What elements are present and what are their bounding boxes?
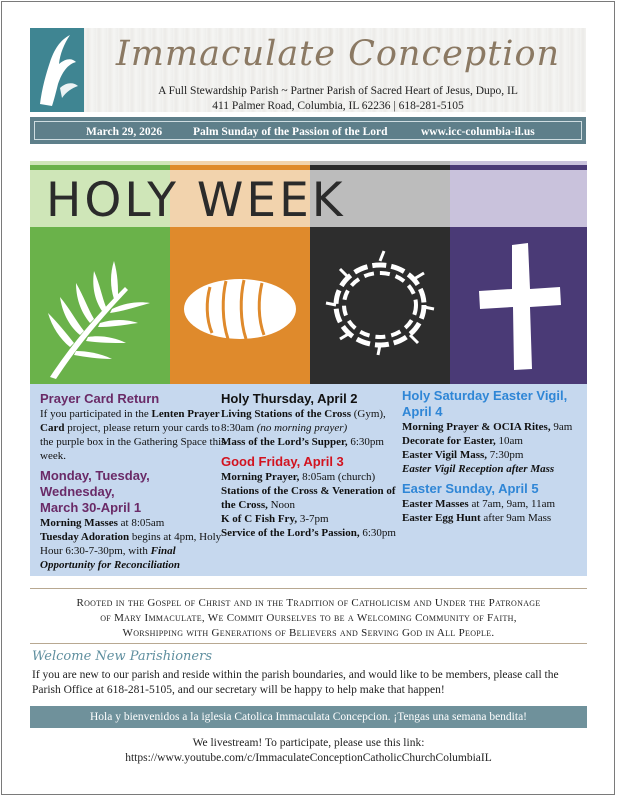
schedule-column-1	[40, 391, 226, 572]
mission-statement: Rooted in the Gospel of Christ and in the Tradition of Catholicism and Under the Patronage of Mary Immaculate, We Commit Ourselves to be a Welcoming Community of Faith, Worshipping with Generations of Believers and Serving God in All People.	[76, 597, 541, 639]
weekday-heading: Monday, Tuesday, Wednesday, March 30-April 1	[40, 468, 150, 515]
easter-masses: Easter Masses at 7am, 9am, 11am	[402, 498, 556, 510]
fish-fry: K of C Fish Fry, 3-7pm	[221, 513, 329, 525]
weekday-masses: Morning Masses at 8:05am	[40, 517, 165, 529]
banner-column-cross	[450, 161, 587, 384]
divider-bottom	[30, 643, 587, 644]
livestream-text: We livestream! To participate, please use this link:	[192, 737, 425, 749]
bulletin-date: March 29, 2026	[86, 126, 163, 138]
parish-address: 411 Palmer Road, Columbia, IL 62236 | 618-281-5105	[212, 100, 464, 112]
welcome-text: If you are new to our parish and reside within the parish boundaries, and would like to be members, please call the Parish Office at 618-281-5105, and our secretary will be happy to help make that happen!	[32, 669, 559, 696]
lords-supper-mass: Mass of the Lord’s Supper, 6:30pm	[221, 436, 384, 448]
spanish-greeting-bar: Hola y bienvenidos a la iglesia Catolica Immaculata Concepcion. ¡Tengas una semana bendita!	[30, 706, 587, 728]
ocia-rites: Morning Prayer & OCIA Rites, 9am	[402, 421, 573, 433]
welcome-heading: Welcome New Parishioners	[32, 649, 213, 664]
holy-week-schedule	[30, 384, 587, 576]
holy-saturday-heading: Holy Saturday Easter Vigil, April 4	[402, 388, 568, 419]
good-friday-heading: Good Friday, April 3	[221, 454, 344, 469]
cross-icon	[450, 227, 587, 384]
livestream-link[interactable]: https://www.youtube.com/c/ImmaculateConceptionCatholicChurchColumbiaIL	[125, 752, 492, 764]
stations-veneration: Stations of the Cross & Veneration of the Cross, Noon	[221, 485, 396, 511]
schedule-column-2	[221, 391, 401, 540]
parish-title: Immaculate Conception	[115, 34, 561, 74]
holy-week-heading: HOLY WEEK	[46, 173, 346, 228]
easter-vigil-mass: Easter Vigil Mass, 7:30pm	[402, 449, 524, 461]
parish-subtitle: A Full Stewardship Parish ~ Partner Parish of Sacred Heart of Jesus, Dupo, IL	[158, 85, 518, 97]
holy-week-banner	[30, 161, 587, 384]
prayer-card-text: If you participated in the Lenten Prayer Card project, please return your cards to the purple box in the Gathering Space this week.	[40, 408, 226, 462]
masthead	[30, 28, 586, 112]
divider-top	[30, 588, 587, 589]
palm-icon	[30, 227, 170, 384]
decorate-easter: Decorate for Easter, 10am	[402, 435, 523, 447]
lords-passion-service: Service of the Lord’s Passion, 6:30pm	[221, 527, 396, 539]
schedule-column-3	[402, 388, 582, 525]
holy-thursday-heading: Holy Thursday, April 2	[221, 391, 358, 406]
website-link[interactable]: www.icc-columbia-il.us	[421, 126, 535, 138]
living-stations: Living Stations of the Cross (Gym), 8:30am (no morning prayer)	[221, 408, 386, 434]
vigil-reception: Easter Vigil Reception after Mass	[402, 463, 555, 475]
easter-sunday-heading: Easter Sunday, April 5	[402, 481, 539, 496]
crown-of-thorns-icon	[310, 227, 450, 384]
liturgical-occasion: Palm Sunday of the Passion of the Lord	[193, 126, 388, 138]
egg-hunt: Easter Egg Hunt after 9am Mass	[402, 512, 552, 524]
prayer-card-heading: Prayer Card Return	[40, 391, 160, 406]
tuesday-adoration: Tuesday Adoration begins at 4pm, Holy Hour 6:30-7-30pm, with Final Opportunity for Reconciliation	[40, 531, 222, 571]
bread-icon	[170, 227, 310, 384]
good-friday-morning-prayer: Morning Prayer, 8:05am (church)	[221, 471, 376, 483]
date-bar	[30, 117, 586, 144]
